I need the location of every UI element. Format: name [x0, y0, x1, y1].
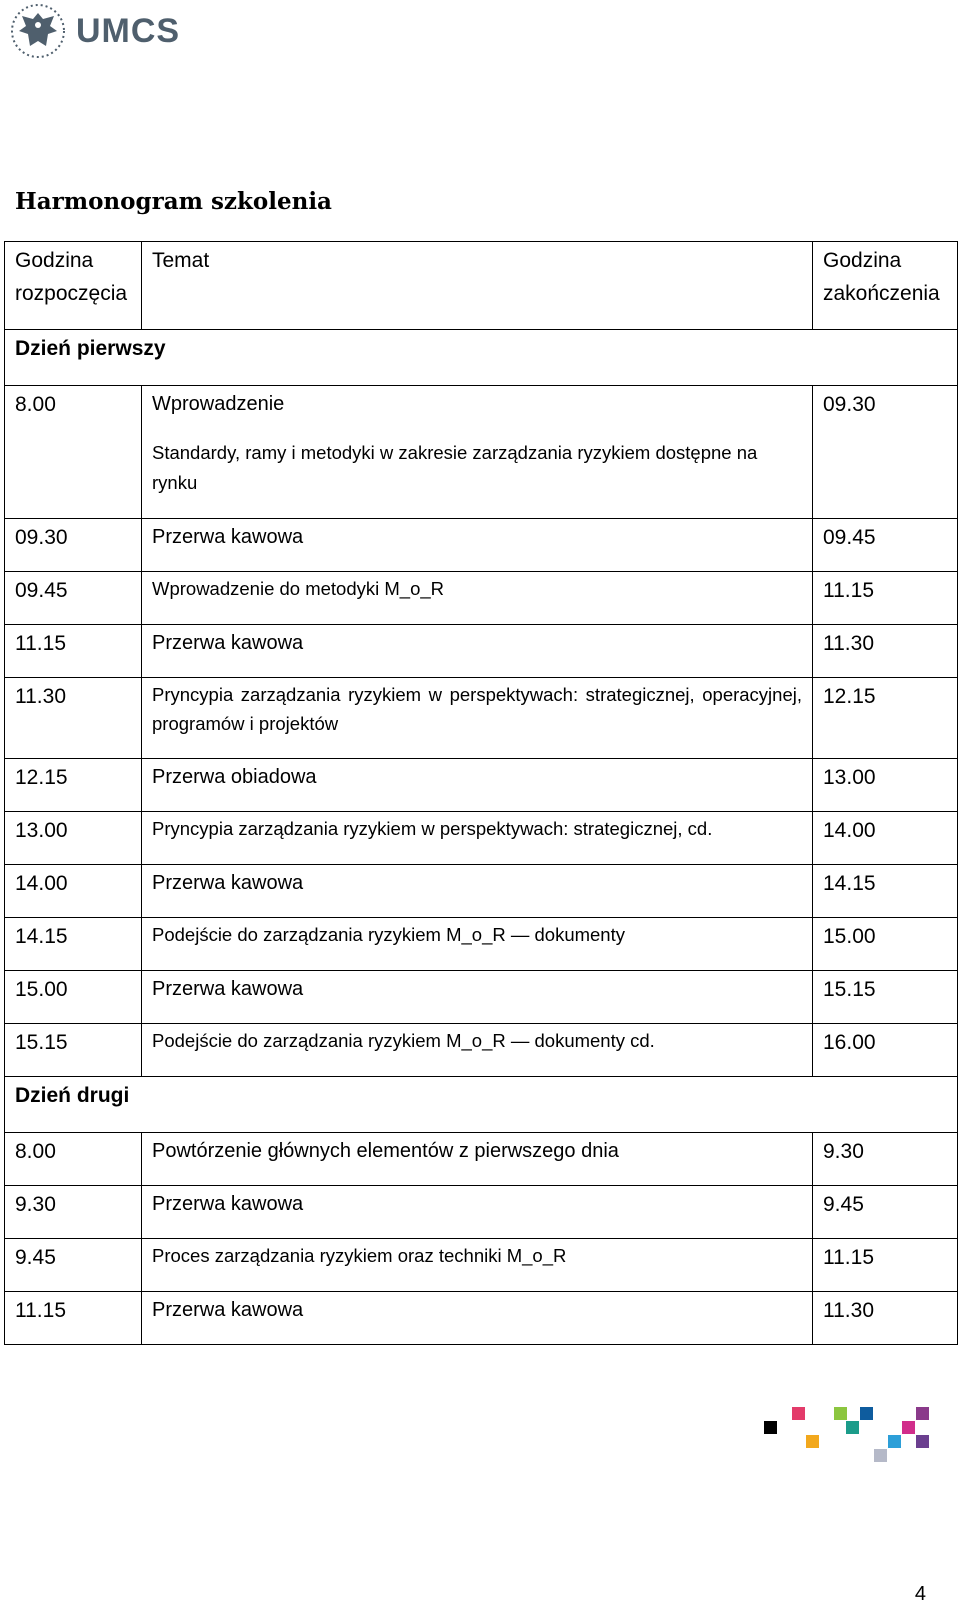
start-time-cell: 15.00 — [5, 971, 142, 1024]
start-time-cell: 11.15 — [5, 625, 142, 678]
topic-cell — [142, 1024, 813, 1077]
end-time-cell: 15.00 — [813, 918, 958, 971]
topic-text: Przerwa kawowa — [152, 526, 304, 548]
end-time-cell: 16.00 — [813, 1024, 958, 1077]
header-end-time: Godzina zakończenia — [813, 242, 958, 330]
topic-text: Pryncypia zarządzania ryzykiem w perspektywach: strategicznej, cd. — [152, 818, 713, 839]
topic-text: Podejście do zarządzania ryzykiem M_o_R — dokumenty — [152, 924, 625, 945]
topic-cell — [142, 678, 813, 759]
schedule-table — [4, 241, 958, 1345]
table-row — [5, 1292, 958, 1345]
table-row — [5, 759, 958, 812]
topic-text: Podejście do zarządzania ryzykiem M_o_R — dokumenty cd. — [152, 1030, 655, 1051]
mosaic-tile — [834, 1407, 847, 1420]
topic-text: Przerwa kawowa — [152, 1299, 304, 1321]
end-time-cell: 13.00 — [813, 759, 958, 812]
topic-cell — [142, 1239, 813, 1292]
topic-text: Przerwa kawowa — [152, 1193, 304, 1215]
end-time-cell: 15.15 — [813, 971, 958, 1024]
start-time-cell: 14.00 — [5, 865, 142, 918]
topic-text: Przerwa kawowa — [152, 872, 304, 894]
table-row — [5, 386, 958, 519]
table-row — [5, 865, 958, 918]
page-title: Harmonogram szkolenia — [15, 188, 332, 215]
end-time-cell: 9.45 — [813, 1186, 958, 1239]
day-label: Dzień pierwszy — [5, 330, 958, 386]
mosaic-tile — [764, 1421, 777, 1434]
logo-text: UMCS — [76, 11, 181, 50]
table-row — [5, 1239, 958, 1292]
start-time-cell: 09.45 — [5, 572, 142, 625]
color-mosaic-decoration — [760, 1403, 940, 1473]
topic-text: Pryncypia zarządzania ryzykiem w perspektywach: strategicznej, operacyjnej, programów i projektów — [152, 684, 802, 734]
mosaic-tile — [902, 1421, 915, 1434]
end-time-cell: 11.30 — [813, 1292, 958, 1345]
topic-cell — [142, 812, 813, 865]
topic-cell — [142, 918, 813, 971]
page-number: 4 — [914, 1583, 926, 1605]
mosaic-tile — [792, 1407, 805, 1420]
mosaic-tile — [916, 1435, 929, 1448]
end-time-cell: 9.30 — [813, 1133, 958, 1186]
table-row — [5, 572, 958, 625]
table-row — [5, 1186, 958, 1239]
start-time-cell: 8.00 — [5, 1133, 142, 1186]
start-time-cell: 11.30 — [5, 678, 142, 759]
topic-cell — [142, 572, 813, 625]
table-row — [5, 519, 958, 572]
day-label: Dzień drugi — [5, 1077, 958, 1133]
topic-cell — [142, 865, 813, 918]
topic-cell — [142, 971, 813, 1024]
table-header-row — [5, 242, 958, 330]
topic-text: Proces zarządzania ryzykiem oraz techniki M_o_R — [152, 1245, 567, 1266]
mosaic-tile — [860, 1407, 873, 1420]
table-row — [5, 918, 958, 971]
start-time-cell: 13.00 — [5, 812, 142, 865]
end-time-cell: 14.15 — [813, 865, 958, 918]
table-row — [5, 1133, 958, 1186]
end-time-cell: 12.15 — [813, 678, 958, 759]
start-time-cell: 09.30 — [5, 519, 142, 572]
table-row — [5, 678, 958, 759]
subtopic-text: Standardy, ramy i metodyki w zakresie zarządzania ryzykiem dostępne na rynku — [152, 442, 758, 493]
mosaic-tile — [874, 1449, 887, 1462]
end-time-cell: 11.30 — [813, 625, 958, 678]
topic-text: Wprowadzenie — [152, 393, 285, 415]
topic-text: Wprowadzenie do metodyki M_o_R — [152, 578, 445, 599]
mosaic-tile — [888, 1435, 901, 1448]
topic-text: Przerwa kawowa — [152, 978, 304, 1000]
end-time-cell: 09.30 — [813, 386, 958, 519]
end-time-cell: 09.45 — [813, 519, 958, 572]
mosaic-tile — [846, 1421, 859, 1434]
start-time-cell: 8.00 — [5, 386, 142, 519]
start-time-cell: 12.15 — [5, 759, 142, 812]
start-time-cell: 9.45 — [5, 1239, 142, 1292]
topic-cell — [142, 1292, 813, 1345]
topic-cell — [142, 386, 813, 519]
eagle-emblem-icon — [10, 3, 66, 59]
topic-text: Przerwa obiadowa — [152, 766, 317, 788]
start-time-cell: 15.15 — [5, 1024, 142, 1077]
header-topic: Temat — [142, 242, 813, 330]
header-start-time: Godzina rozpoczęcia — [5, 242, 142, 330]
topic-text: Przerwa kawowa — [152, 632, 304, 654]
topic-cell — [142, 1133, 813, 1186]
end-time-cell: 11.15 — [813, 572, 958, 625]
start-time-cell: 11.15 — [5, 1292, 142, 1345]
table-row — [5, 1024, 958, 1077]
start-time-cell: 9.30 — [5, 1186, 142, 1239]
end-time-cell: 11.15 — [813, 1239, 958, 1292]
table-row — [5, 625, 958, 678]
end-time-cell: 14.00 — [813, 812, 958, 865]
mosaic-tile — [916, 1407, 929, 1420]
table-row — [5, 812, 958, 865]
mosaic-tile — [806, 1435, 819, 1448]
topic-cell — [142, 759, 813, 812]
topic-text: Powtórzenie głównych elementów z pierwszego dnia — [152, 1140, 619, 1162]
start-time-cell: 14.15 — [5, 918, 142, 971]
topic-cell — [142, 1186, 813, 1239]
topic-cell — [142, 625, 813, 678]
day-header-row — [5, 1077, 958, 1133]
table-row — [5, 971, 958, 1024]
umcs-logo — [10, 2, 180, 60]
topic-cell — [142, 519, 813, 572]
day-header-row — [5, 330, 958, 386]
